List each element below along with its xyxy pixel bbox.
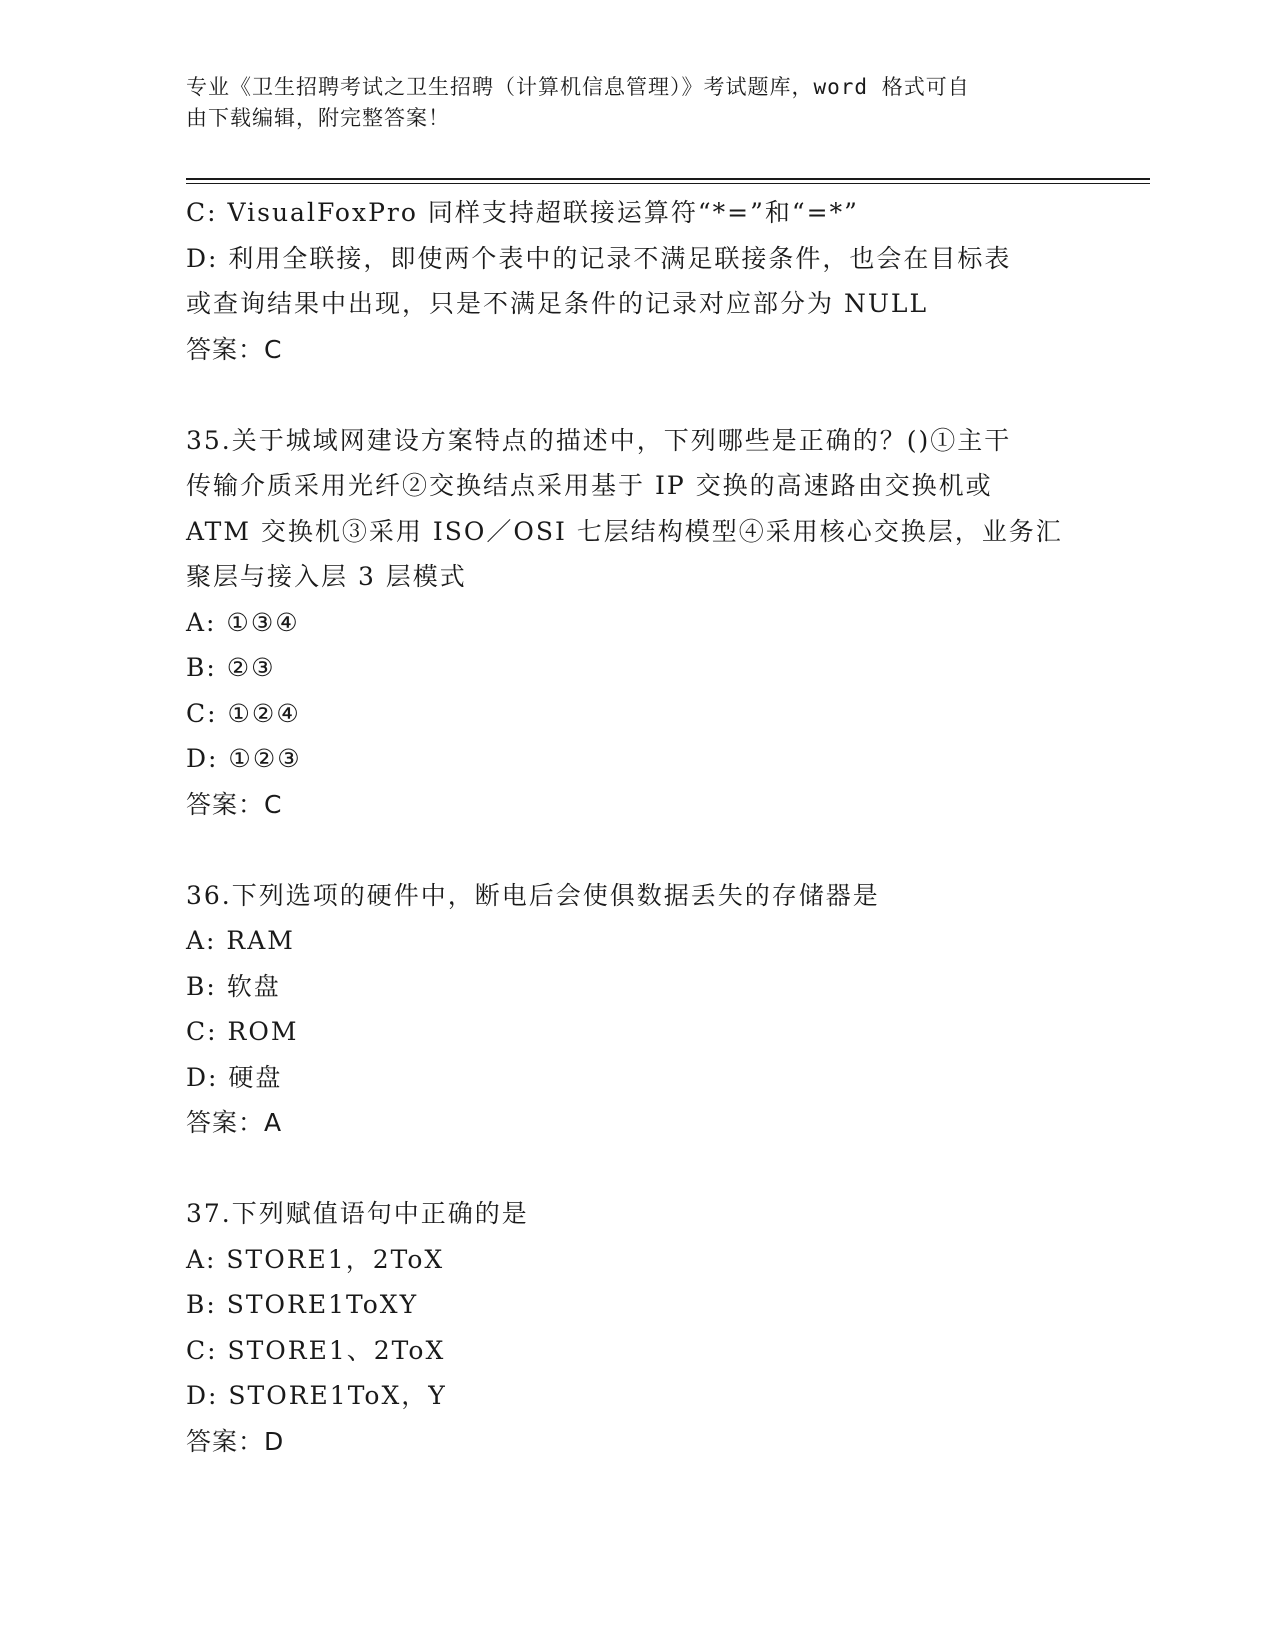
option-b: B: 软盘	[186, 971, 281, 1001]
spacer	[186, 372, 1076, 418]
header-note-line: 专业《卫生招聘考试之卫生招聘（计算机信息管理）》考试题库，word 格式可自	[186, 75, 970, 99]
question-block-37	[186, 1191, 1076, 1464]
option-a: A: ①③④	[186, 607, 300, 637]
option-b: B: STORE1ToXY	[186, 1290, 419, 1319]
header-note-line: 由下载编辑，附完整答案！	[186, 106, 450, 130]
question-stem: 37.下列赋值语句中正确的是	[186, 1199, 529, 1228]
question-block-35	[186, 418, 1076, 828]
answer: 答案：C	[186, 789, 283, 819]
answer: 答案：C	[186, 334, 283, 364]
answer: 答案：D	[186, 1426, 285, 1456]
question-stem: 35.关于城域网建设方案特点的描述中，下列哪些是正确的？()①主干	[186, 425, 1012, 455]
option-c: C: ROM	[186, 1017, 299, 1046]
question-stem: 36.下列选项的硬件中，断电后会使俱数据丢失的存储器是	[186, 880, 880, 910]
header-rule-thick	[186, 178, 1150, 180]
question-stem: 聚层与接入层 3 层模式	[186, 562, 467, 591]
option-b: B: ②③	[186, 653, 276, 682]
question-stem: ATM 交换机③采用 ISO／OSI 七层结构模型④采用核心交换层，业务汇	[186, 516, 1063, 546]
spacer	[186, 827, 1076, 873]
header-note	[186, 72, 1066, 134]
answer: 答案：A	[186, 1108, 283, 1137]
option-d: D: ①②③	[186, 744, 302, 773]
option-c: C: ①②④	[186, 698, 301, 728]
option-d: D: 利用全联接，即使两个表中的记录不满足联接条件，也会在目标表	[186, 243, 1012, 273]
question-block-36	[186, 873, 1076, 1146]
question-block-prev	[186, 190, 1076, 372]
spacer	[186, 1146, 1076, 1192]
option-c: C: VisualFoxPro 同样支持超联接运算符“*=”和“=*”	[186, 198, 859, 227]
option-c: C: STORE1、2ToX	[186, 1335, 446, 1365]
option-a: A: RAM	[186, 926, 295, 955]
option-d-continued: 或查询结果中出现，只是不满足条件的记录对应部分为 NULL	[186, 289, 929, 318]
option-d: D: STORE1ToX，Y	[186, 1381, 447, 1410]
question-stem: 传输介质采用光纤②交换结点采用基于 IP 交换的高速路由交换机或	[186, 471, 993, 500]
option-d: D: 硬盘	[186, 1062, 283, 1092]
header-rule-thin	[186, 183, 1150, 184]
question-content	[186, 190, 1076, 1464]
option-a: A: STORE1，2ToX	[186, 1244, 445, 1274]
